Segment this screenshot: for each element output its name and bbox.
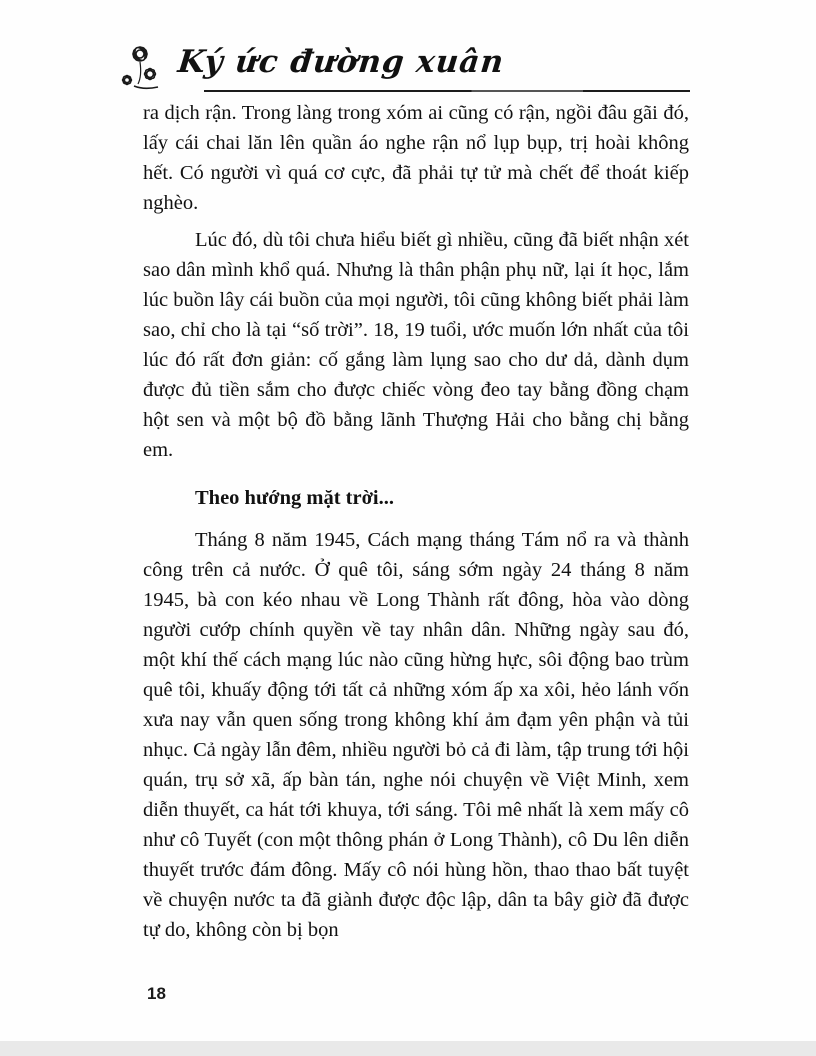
section-heading: Theo hướng mặt trời... [195,487,395,509]
page-body [143,98,689,952]
flower-ornament-icon [114,40,176,98]
paragraph-2: Lúc đó, dù tôi chưa hiểu biết gì nhiều, cũng đã biết nhận xét sao dân mình khổ quá. Nhưng là thân phận phụ nữ, lại ít học, lắm lúc buồn lây cái buồn của mọi người, tôi cũng không biết phải làm sao, chỉ cho là tại “số trời”. 18, 19 tuổi, ước muốn lớn nhất của tôi lúc đó rất đơn giản: cố gắng làm lụng sao cho dư dả, dành dụm được đủ tiền sắm cho được chiếc vòng đeo tay bằng đồng chạm hột sen và một bộ đồ bằng lãnh Thượng Hải cho bằng chị bằng em. [143,229,689,461]
bottom-scan-bar [0,1041,816,1056]
page-header [112,38,692,98]
paragraph-1: ra dịch rận. Trong làng trong xóm ai cũng có rận, ngồi đâu gãi đó, lấy cái chai lăn lên quần áo nghe rận nổ lụp bụp, trị hoài không hết. Có người vì quá cơ cực, đã phải tự tử mà chết để thoát kiếp nghèo. [143,102,689,214]
book-title: Ký ức đường xuân [176,44,507,80]
page-number: 18 [147,984,166,1003]
paragraph-3: Tháng 8 năm 1945, Cách mạng tháng Tám nổ ra và thành công trên cả nước. Ở quê tôi, sáng sớm ngày 24 tháng 8 năm 1945, bà con kéo nhau về Long Thành rất đông, hòa vào dòng người cướp chính quyền về tay nhân dân. Những ngày sau đó, một khí thế cách mạng lúc nào cũng hừng hực, sôi động bao trùm quê tôi, khuấy động tới tất cả những xóm ấp xa xôi, hẻo lánh vốn xưa nay vẫn quen sống trong không khí ảm đạm yên phận và tủi nhục. Cả ngày lẫn đêm, nhiều người bỏ cả đi làm, tập trung tới hội quán, trụ sở xã, ấp bàn tán, nghe nói chuyện về Việt Minh, xem diễn thuyết, ca hát tới khuya, tới sáng. Tôi mê nhất là xem mấy cô như cô Tuyết (con một thông phán ở Long Thành), cô Du lên diễn thuyết trước đám đông. Mấy cô nói hùng hồn, thao thao bất tuyệt về chuyện nước ta đã giành được độc lập, dân ta bây giờ đã được tự do, không còn bị bọn [143,529,689,941]
header-rule [204,90,690,92]
